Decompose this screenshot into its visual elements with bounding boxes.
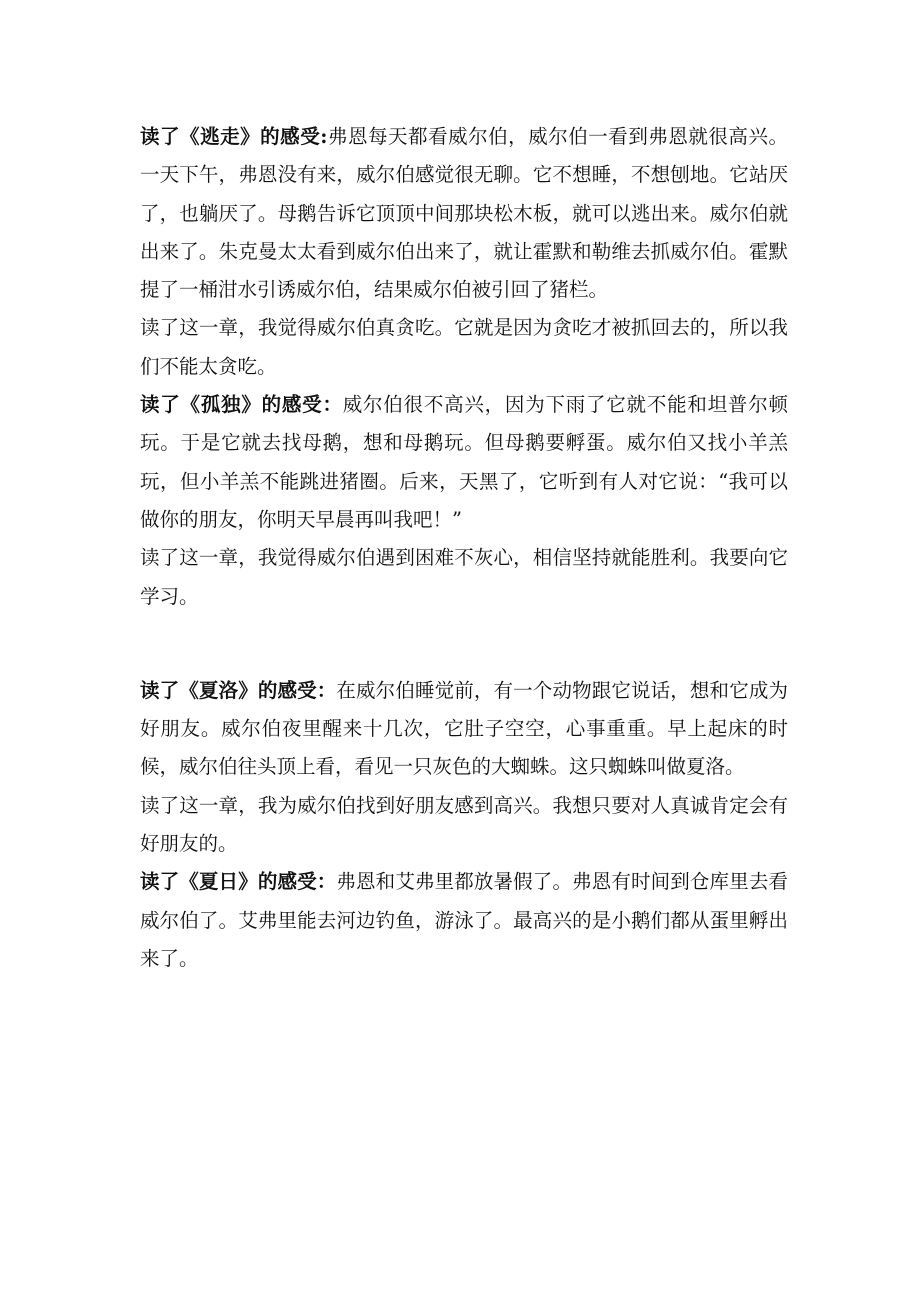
section-loneliness-reflection: 读了这一章，我觉得威尔伯遇到困难不灰心，相信坚持就能胜利。我要向它学习。 (140, 546, 788, 608)
section-escape-label: 读了《逃走》的感受: (140, 125, 328, 148)
section-escape-summary-text: 弗恩每天都看威尔伯，威尔伯一看到弗恩就很高兴。一天下午，弗恩没有来，威尔伯感觉很无聊。它不想睡，不想刨地。它站厌了，也躺厌了。母鹅告诉它顶顶中间那块松木板，就可以逃出来。威尔伯就出来了。朱克曼太太看到威尔伯出来了，就让霍默和勒维去抓威尔伯。霍默提了一桶泔水引诱威尔伯，结果威尔伯被引回了猪栏。 (140, 125, 788, 302)
section-loneliness-summary-text: 威尔伯很不高兴，因为下雨了它就不能和坦普尔顿玩。于是它就去找母鹅，想和母鹅玩。但母鹅要孵蛋。威尔伯又找小羊羔玩，但小羊羔不能跳进猪圈。后来，天黑了，它听到有人对它说：“我可以做你的朋友，你明天早晨再叫我吧！” (140, 393, 788, 531)
section-escape-reflection: 读了这一章，我觉得威尔伯真贪吃。它就是因为贪吃才被抓回去的，所以我们不能太贪吃。 (140, 316, 788, 378)
section-loneliness-label: 读了《孤独》的感受： (140, 393, 343, 417)
section-charlotte-reflection: 读了这一章，我为威尔伯找到好朋友感到高兴。我想只要对人真诚肯定会有好朋友的。 (140, 793, 788, 856)
section-charlotte-label: 读了《夏洛》的感受： (140, 678, 337, 702)
section-charlotte-summary (140, 672, 788, 787)
section-loneliness-summary (140, 386, 788, 539)
section-summer-summary-text: 弗恩和艾弗里都放暑假了。弗恩有时间到仓库里去看威尔伯了。艾弗里能去河边钓鱼，游泳了。最高兴的是小鹅们都从蛋里孵出来了。 (140, 870, 788, 970)
section-summer-summary (140, 863, 788, 978)
section-summer-label: 读了《夏日》的感受： (140, 870, 337, 894)
section-escape-summary (140, 118, 788, 309)
section-gap (140, 616, 788, 672)
section-charlotte-summary-text: 在威尔伯睡觉前，有一个动物跟它说话，想和它成为好朋友。威尔伯夜里醒来十几次，它肚子空空，心事重重。早上起床的时候，威尔伯往头顶上看，看见一只灰色的大蜘蛛。这只蜘蛛叫做夏洛。 (140, 678, 788, 779)
